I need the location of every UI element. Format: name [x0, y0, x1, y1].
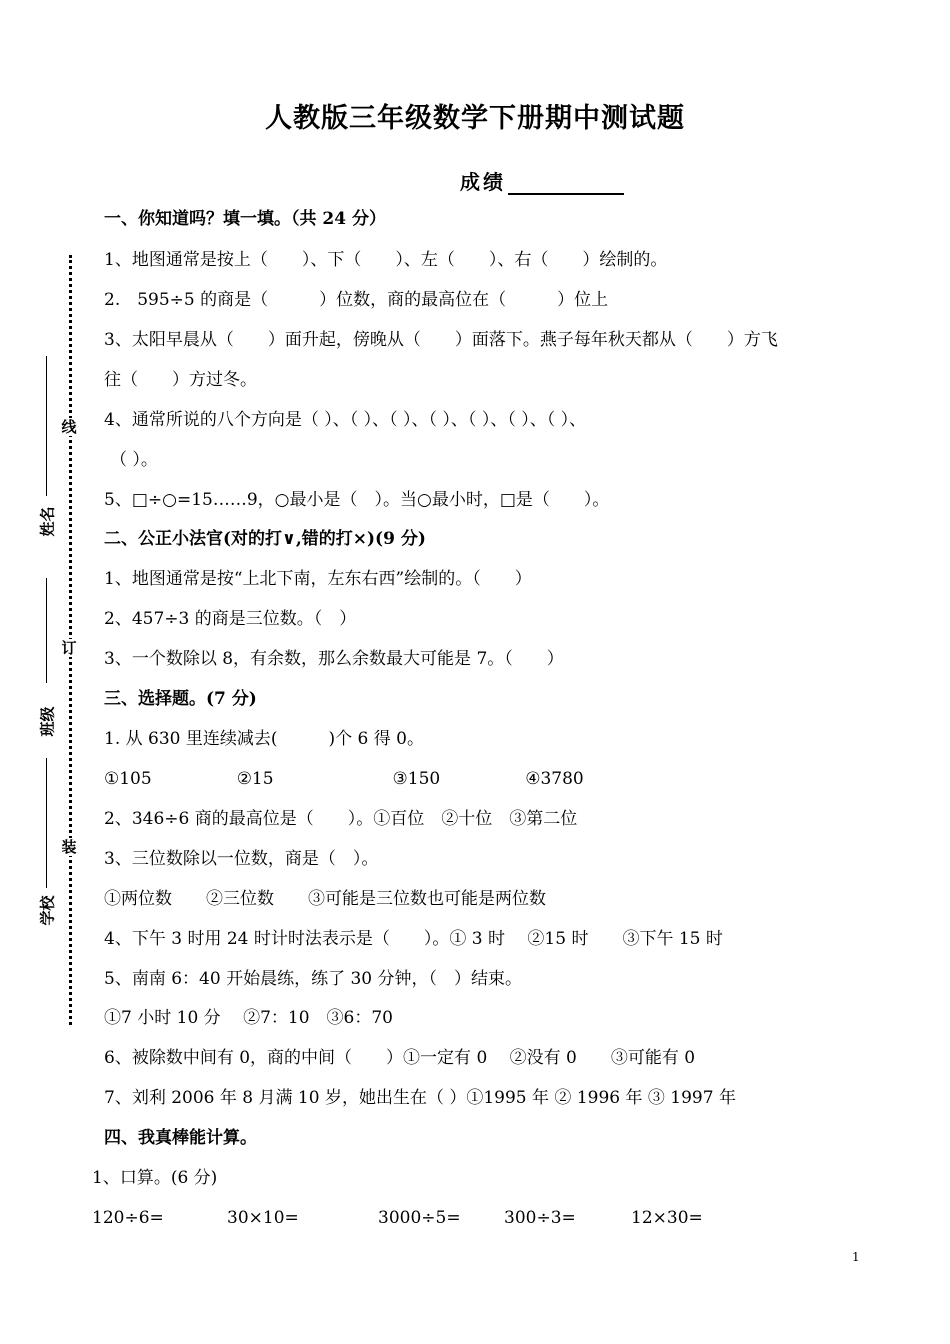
oral-item: 120÷6= [92, 1208, 164, 1228]
oral-item: 300÷3= [504, 1208, 576, 1228]
section-heading-2: 二、公正小法官(对的打∨,错的打×)(9 分) [104, 529, 426, 549]
question-line: 7、刘利 2006 年 8 月满 10 岁，她出生在（ ）①1995 年 ② 1996 年 ③ 1997 年 [104, 1088, 736, 1108]
question-line: 2、457÷3 的商是三位数。（ ） [104, 609, 357, 629]
question-line: 3、三位数除以一位数，商是（ ）。 [104, 849, 379, 869]
page-number: 1 [852, 1250, 860, 1264]
class-rule [46, 578, 47, 683]
school-label: 学校 [38, 895, 57, 926]
binding-mark-bind: 装 [59, 838, 79, 856]
section-heading-4: 四、我真棒能计算。 [104, 1128, 257, 1148]
question-line: 1. 从 630 里连续减去( )个 6 得 0。 [104, 729, 424, 749]
oral-item: 12×30= [631, 1208, 703, 1228]
question-line: 2、346÷6 商的最高位是（ ）。①百位 ②十位 ③第二位 [104, 809, 578, 829]
score-field [460, 166, 624, 195]
question-line: 5、□÷○=15……9，○最小是（ ）。当○最小时，□是（ ）。 [104, 490, 610, 510]
question-line: （ ）。 [110, 450, 158, 470]
question-line: 4、通常所说的八个方向是（ ）、（ ）、（ ）、（ ）、（ ）、（ ）、（ ）、 [104, 410, 587, 430]
question-line: 5、南南 6：40 开始晨练，练了 30 分钟，（ ）结束。 [104, 969, 523, 989]
section-heading-3: 三、选择题。(7 分) [104, 689, 257, 709]
question-line: 3、一个数除以 8，有余数，那么余数最大可能是 7。（ ） [104, 649, 564, 669]
section-heading-1: 一、你知道吗？填一填。（共 24 分） [104, 209, 386, 229]
question-line: 4、下午 3 时用 24 时计时法表示是（ ）。① 3 时 ②15 时 ③下午 15 时 [104, 929, 723, 949]
question-line: 3、太阳早晨从（ ）面升起，傍晚从（ ）面落下。燕子每年秋天都从（ ）方飞 [104, 330, 778, 350]
page-title: 人教版三年级数学下册期中测试题 [265, 103, 685, 134]
question-line: 6、被除数中间有 0，商的中间（ ）①一定有 0 ②没有 0 ③可能有 0 [104, 1048, 696, 1068]
oral-item: 3000÷5= [378, 1208, 461, 1228]
choice-line: ①两位数 ②三位数 ③可能是三位数也可能是两位数 [104, 889, 546, 909]
binding-mark-line: 线 [59, 418, 79, 436]
question-line: 1、地图通常是按“上北下南，左东右西”绘制的。（ ） [104, 569, 532, 589]
score-blank [508, 173, 624, 195]
choice-line: ①105 ②15 ③150 ④3780 [104, 769, 584, 789]
question-line: 1、口算。(6 分) [92, 1168, 218, 1188]
question-line: 2. 595÷5 的商是（ ）位数，商的最高位在（ ）位上 [104, 290, 609, 310]
score-label: 成绩 [460, 170, 506, 194]
school-rule [46, 758, 47, 888]
question-line: 1、地图通常是按上（ ）、下（ ）、左（ ）、右（ ）绘制的。 [104, 250, 668, 270]
oral-item: 30×10= [227, 1208, 299, 1228]
choice-line: ①7 小时 10 分 ②7：10 ③6：70 [104, 1008, 393, 1028]
binding-mark-order: 订 [59, 639, 79, 657]
class-label: 班级 [38, 706, 57, 737]
question-line: 往（ ）方过冬。 [104, 370, 257, 390]
name-rule [46, 356, 47, 496]
name-label: 姓名 [38, 506, 57, 537]
